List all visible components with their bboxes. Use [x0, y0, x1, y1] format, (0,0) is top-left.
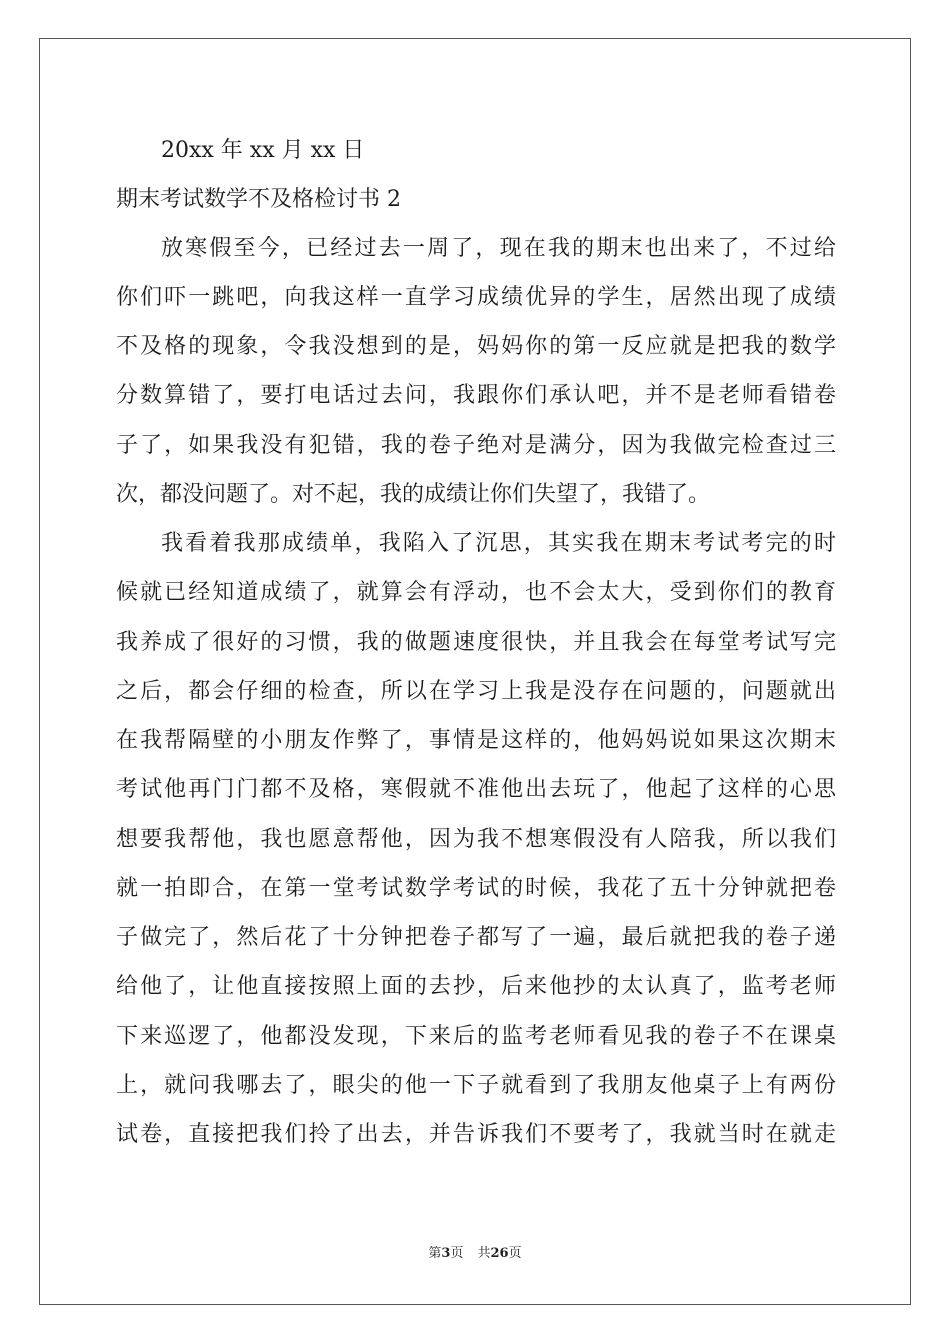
paragraph-line: 你们吓一跳吧，向我这样一直学习成绩优异的学生，居然出现了成绩 [116, 285, 836, 310]
paragraph-line: 在我帮隔壁的小朋友作弊了，事情是这样的，他妈妈说如果这次期末 [116, 728, 836, 753]
page-current: 3 [441, 1246, 451, 1261]
paragraph-line: 不及格的现象，令我没想到的是，妈妈你的第一反应就是把我的数学 [116, 334, 836, 359]
paragraph-line: 就一拍即合，在第一堂考试数学考试的时候，我花了五十分钟就把卷 [116, 876, 836, 901]
paragraph-line: 放寒假至今，已经过去一周了，现在我的期末也出来了，不过给 [161, 236, 836, 261]
paragraph-line: 上，就问我哪去了，眼尖的他一下子就看到了我朋友他桌子上有两份 [116, 1073, 836, 1098]
paragraph-line: 试卷，直接把我们拎了出去，并告诉我们不要考了，我就当时在就走 [116, 1122, 836, 1147]
paragraph-line: 给他了，让他直接按照上面的去抄，后来他抄的太认真了，监考老师 [116, 974, 836, 999]
paragraph-line: 分数算错了，要打电话过去问，我跟你们承认吧，并不是老师看错卷 [116, 383, 836, 408]
paragraph-line: 考试他再门门都不及格，寒假就不准他出去玩了，他起了这样的心思 [116, 777, 836, 802]
paragraph-line: 之后，都会仔细的检查，所以在学习上我是没存在问题的，问题就出 [116, 679, 836, 704]
page-total: 26 [490, 1246, 509, 1261]
total-prefix: 共 [477, 1246, 491, 1261]
paragraph-line: 子了，如果我没有犯错，我的卷子绝对是满分，因为我做完检查过三 [116, 433, 836, 458]
paragraph-line: 我看着我那成绩单，我陷入了沉思，其实我在期末考试考完的时 [161, 531, 836, 556]
paragraph-line: 我养成了很好的习惯，我的做题速度很快，并且我会在每堂考试写完 [116, 630, 836, 655]
paragraph-line: 下来巡逻了，他都没发现，下来后的监考老师看见我的卷子不在课桌 [116, 1024, 836, 1049]
paragraph-line: 子做完了，然后花了十分钟把卷子都写了一遍，最后就把我的卷子递 [116, 925, 836, 950]
document-date: 20xx 年 xx 月 xx 日 [161, 138, 365, 163]
paragraph-line: 次，都没问题了。对不起，我的成绩让你们失望了，我错了。 [116, 482, 711, 507]
page-prefix: 第 [428, 1246, 442, 1261]
total-suffix: 页 [508, 1246, 522, 1261]
paragraph-line: 候就已经知道成绩了，就算会有浮动，也不会太大，受到你们的教育 [116, 580, 836, 605]
page-border [39, 38, 911, 1305]
page-footer [0, 1245, 950, 1263]
page-suffix: 页 [450, 1246, 464, 1261]
document-title: 期末考试数学不及格检讨书 2 [116, 187, 401, 212]
paragraph-line: 想要我帮他，我也愿意帮他，因为我不想寒假没有人陪我，所以我们 [116, 827, 836, 852]
